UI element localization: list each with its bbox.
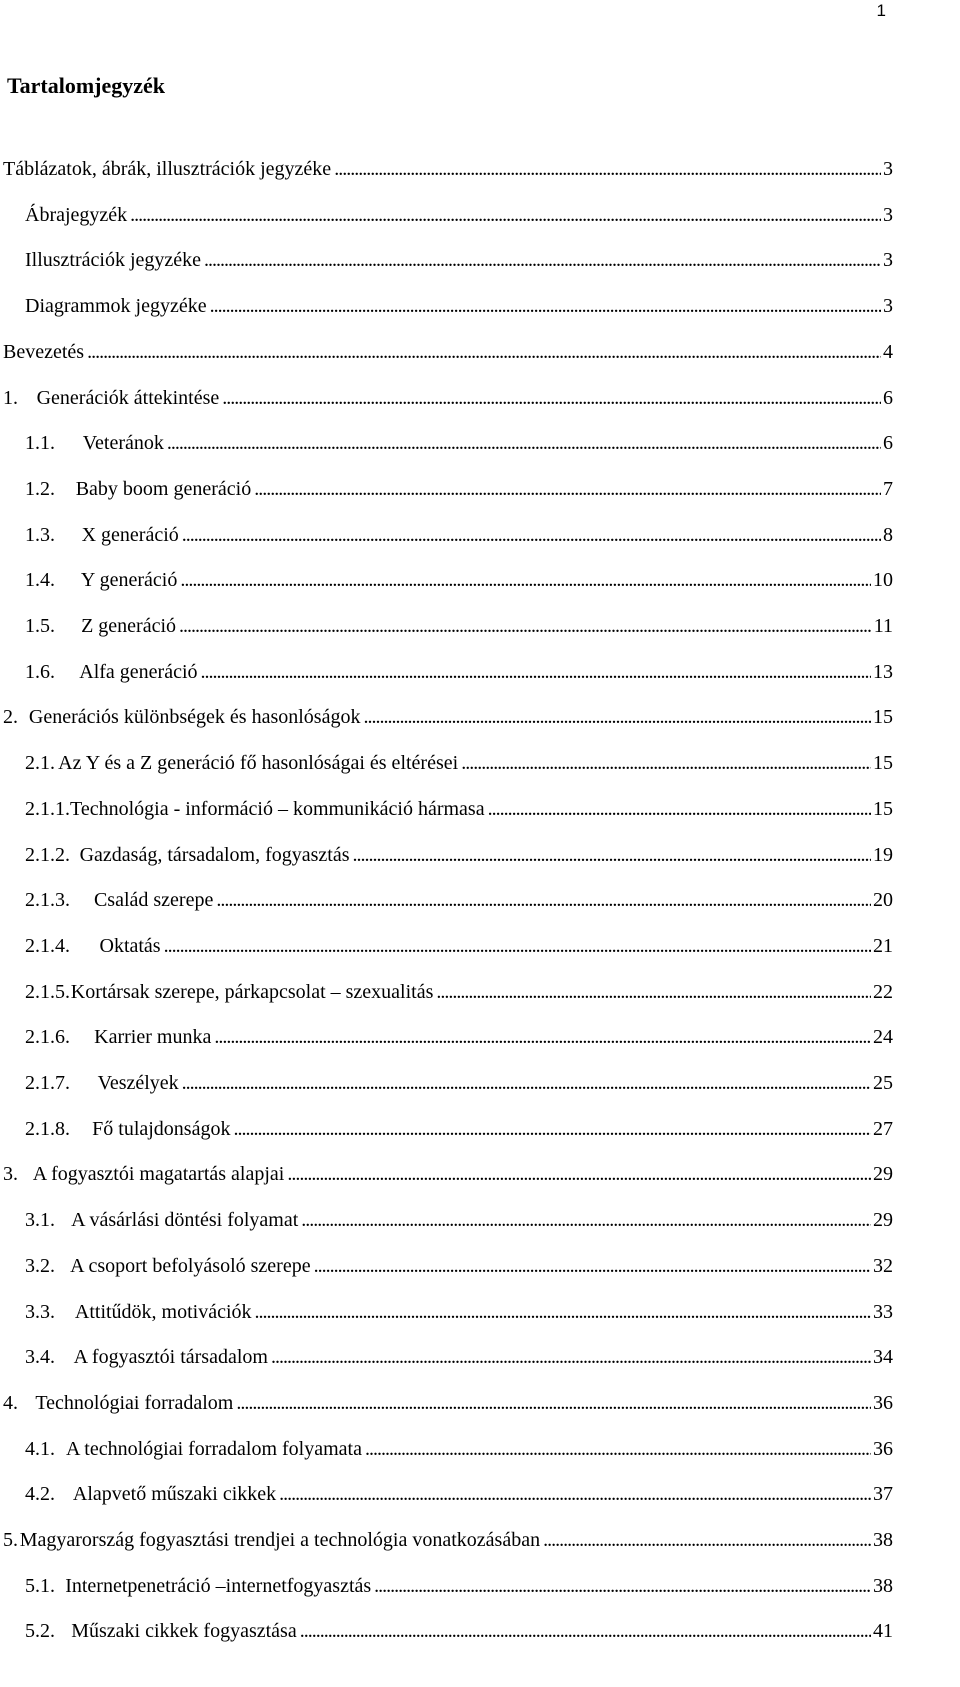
toc-entry-page: 15 [873, 706, 893, 729]
toc-dot-leader [363, 703, 871, 731]
toc-entry-page: 3 [883, 158, 893, 180]
toc-entry-page: 19 [873, 843, 893, 866]
toc-entry[interactable] [25, 1572, 893, 1600]
toc-entry-number: 1.5. [25, 615, 55, 637]
toc-dot-leader [271, 1343, 871, 1371]
toc-dot-leader [222, 384, 881, 412]
toc-entry-page: 34 [873, 1346, 893, 1369]
toc-entry[interactable] [3, 1160, 893, 1188]
toc-dot-leader [255, 1298, 871, 1326]
toc-entry-number: 1.4. [25, 569, 55, 592]
toc-entry-number: 2.1. [25, 752, 55, 775]
toc-entry-number: 2.1.2. [25, 843, 70, 866]
toc-dot-leader [236, 1389, 871, 1417]
toc-entry-label: Oktatás [99, 934, 161, 957]
toc-entry-number: 4.2. [25, 1483, 55, 1506]
toc-entry[interactable] [25, 932, 893, 960]
toc-dot-leader [164, 932, 871, 960]
toc-dot-leader [314, 1252, 871, 1280]
toc-entry-number: 2.1.1. [25, 797, 70, 820]
toc-entry-label: A technológiai forradalom folyamata [65, 1437, 362, 1460]
toc-dot-leader [374, 1572, 871, 1600]
toc-dot-leader [334, 155, 881, 183]
toc-entry-label: Veteránok [82, 432, 164, 455]
toc-entry-number: 1.1. [25, 432, 55, 455]
toc-entry[interactable] [3, 703, 893, 731]
toc-entry-page: 20 [873, 889, 893, 912]
toc-dot-leader [365, 1435, 871, 1463]
toc-entry-label: A vásárlási döntési folyamat [71, 1209, 299, 1232]
toc-entry-page: 36 [873, 1391, 893, 1414]
toc-entry[interactable] [25, 612, 893, 640]
toc-entry-page: 38 [873, 1574, 893, 1597]
toc-entry-label: Karrier munka [94, 1026, 212, 1049]
toc-dot-leader [287, 1160, 871, 1188]
toc-entry-page: 15 [873, 752, 893, 775]
toc-dot-leader [182, 1069, 871, 1097]
toc-entry-number: 1.6. [25, 660, 55, 683]
toc-entry-number: 1. [3, 386, 18, 409]
toc-entry-number: 4.1. [25, 1437, 55, 1460]
toc-entry-page: 4 [883, 340, 893, 363]
toc-entry[interactable] [3, 384, 893, 412]
toc-entry[interactable] [25, 566, 893, 594]
toc-entry-number: 2.1.7. [25, 1072, 70, 1094]
toc-entry-label: A fogyasztói magatartás alapjai [32, 1163, 285, 1186]
toc-dot-leader [488, 795, 871, 823]
toc-entry[interactable] [25, 1252, 893, 1280]
toc-entry-number: 3.1. [25, 1209, 55, 1232]
toc-entry[interactable] [25, 1617, 893, 1645]
toc-entry[interactable] [25, 1480, 893, 1508]
toc-entry-label: Kortársak szerepe, párkapcsolat – szexualitás [70, 980, 434, 1003]
toc-entry-label: Diagrammok jegyzéke [25, 295, 207, 318]
toc-entry-page: 32 [873, 1254, 893, 1277]
toc-entry-label: A fogyasztói társadalom [73, 1346, 268, 1369]
toc-entry-page: 24 [873, 1026, 893, 1049]
toc-entry[interactable] [25, 1298, 893, 1326]
toc-entry[interactable] [25, 246, 893, 274]
toc-entry-page: 22 [873, 980, 893, 1003]
toc-entry-label: Generációs különbségek és hasonlóságok [28, 706, 361, 729]
toc-entry-page: 8 [883, 523, 893, 546]
toc-dot-leader [353, 841, 871, 869]
toc-entry-number: 2.1.6. [25, 1026, 70, 1049]
toc-entry-label: Táblázatok, ábrák, illusztrációk jegyzéke [3, 158, 332, 180]
toc-dot-leader [130, 201, 881, 229]
toc-entry[interactable] [25, 978, 893, 1006]
toc-entry-number: 2.1.5. [25, 980, 70, 1003]
toc-entry-label: Műszaki cikkek fogyasztása [71, 1620, 297, 1643]
toc-entry-page: 3 [883, 295, 893, 318]
toc-entry-label: Veszélyek [97, 1072, 179, 1094]
toc-entry[interactable] [25, 292, 893, 320]
toc-dot-leader [182, 521, 881, 549]
toc-entry-page: 38 [873, 1529, 893, 1551]
toc-entry-label: Technológia - információ – kommunikáció hármasa [70, 797, 485, 820]
toc-entry[interactable] [25, 201, 893, 229]
toc-entry-label: Internetpenetráció –internetfogyasztás [65, 1574, 372, 1597]
page-title: Tartalomjegyzék [7, 73, 166, 98]
toc-entry-label: Y generáció [80, 569, 178, 592]
toc-entry[interactable] [25, 795, 893, 823]
toc-entry-page: 6 [883, 386, 893, 409]
toc-entry[interactable] [25, 1069, 893, 1097]
toc-entry-number: 3.2. [25, 1254, 55, 1277]
toc-entry-page: 36 [873, 1437, 893, 1460]
toc-dot-leader [214, 1023, 871, 1051]
toc-dot-leader [436, 978, 871, 1006]
toc-entry-page: 3 [883, 249, 893, 272]
toc-dot-leader [543, 1526, 871, 1554]
toc-dot-leader [279, 1480, 871, 1508]
toc-dot-leader [233, 1115, 871, 1143]
toc-dot-leader [201, 658, 871, 686]
toc-dot-leader [216, 886, 871, 914]
toc-dot-leader [179, 612, 872, 640]
toc-entry-page: 37 [873, 1483, 893, 1506]
toc-entry-label: Gazdaság, társadalom, fogyasztás [79, 843, 350, 866]
toc-dot-leader [87, 338, 881, 366]
toc-entry-page: 6 [883, 432, 893, 455]
toc-entry[interactable] [25, 1435, 893, 1463]
toc-entry-number: 5.2. [25, 1620, 55, 1643]
toc-entry[interactable] [25, 886, 893, 914]
toc-entry-label: Attitűdök, motivációk [74, 1300, 252, 1323]
toc-dot-leader [461, 749, 871, 777]
toc-entry-label: Z generáció [81, 615, 177, 637]
toc-entry[interactable] [3, 1389, 893, 1417]
toc-entry-label: Alapvető műszaki cikkek [72, 1483, 277, 1506]
toc-entry-number: 2.1.8. [25, 1117, 70, 1140]
toc-entry-page: 27 [873, 1117, 893, 1140]
toc-dot-leader [210, 292, 881, 320]
toc-entry-label: Alfa generáció [79, 660, 198, 683]
toc-entry-page: 13 [873, 660, 893, 683]
toc-entry[interactable] [25, 1023, 893, 1051]
toc-entry[interactable] [25, 429, 893, 457]
toc-entry-page: 25 [873, 1072, 893, 1094]
toc-entry-page: 21 [873, 934, 893, 957]
toc-entry[interactable] [25, 1206, 893, 1234]
toc-entry-label: X generáció [81, 523, 179, 546]
toc-entry[interactable] [25, 1343, 893, 1371]
toc-dot-leader [204, 246, 881, 274]
toc-entry-label: Baby boom generáció [75, 477, 252, 500]
toc-dot-leader [254, 475, 881, 503]
toc-entry-label: Ábrajegyzék [25, 203, 128, 226]
toc-dot-leader [301, 1206, 871, 1234]
toc-entry-page: 15 [873, 797, 893, 820]
toc-entry[interactable] [25, 1115, 893, 1143]
toc-entry-label: Család szerepe [93, 889, 214, 912]
toc-entry[interactable] [25, 475, 893, 503]
toc-entry-page: 41 [873, 1620, 893, 1643]
toc-entry-page: 11 [873, 615, 893, 637]
toc-entry-label: Technológiai forradalom [35, 1391, 234, 1414]
toc-entry-number: 3. [3, 1163, 18, 1186]
toc-entry[interactable] [25, 521, 893, 549]
page-number: 1 [876, 1, 886, 20]
toc-entry-page: 7 [883, 477, 893, 500]
toc-entry-number: 3.4. [25, 1346, 55, 1369]
toc-entry-page: 3 [883, 203, 893, 226]
toc-entry[interactable] [3, 155, 893, 183]
toc-entry-label: Magyarország fogyasztási trendjei a technológia vonatkozásában [19, 1529, 541, 1551]
toc-entry-page: 29 [873, 1209, 893, 1232]
toc-entry-label: Bevezetés [3, 340, 85, 363]
toc-entry-number: 1.2. [25, 477, 55, 500]
toc-entry-page: 33 [873, 1300, 893, 1323]
toc-entry[interactable] [25, 658, 893, 686]
toc-entry-number: 5.1. [25, 1574, 55, 1597]
toc-entry-number: 2. [3, 706, 18, 729]
toc-dot-leader [167, 429, 881, 457]
toc-entry-number: 4. [3, 1391, 18, 1414]
toc-entry-number: 2.1.4. [25, 934, 70, 957]
toc-dot-leader [180, 566, 871, 594]
toc-entry[interactable] [3, 1526, 893, 1554]
toc-entry-number: 1.3. [25, 523, 55, 546]
toc-entry-page: 29 [873, 1163, 893, 1186]
toc-entry[interactable] [25, 749, 893, 777]
toc-dot-leader [300, 1617, 871, 1645]
toc-entry-number: 5. [3, 1529, 18, 1551]
toc-entry-label: Az Y és a Z generáció fő hasonlóságai és eltérései [58, 752, 459, 775]
toc-entry-page: 10 [873, 569, 893, 592]
toc-entry-label: Illusztrációk jegyzéke [25, 249, 202, 272]
toc-entry[interactable] [3, 338, 893, 366]
toc-entry-label: Generációk áttekintése [36, 386, 220, 409]
toc-entry-label: A csoport befolyásoló szerepe [70, 1254, 311, 1277]
toc-entry-number: 2.1.3. [25, 889, 70, 912]
toc-entry[interactable] [25, 841, 893, 869]
toc-entry-label: Fő tulajdonságok [92, 1117, 231, 1140]
toc-entry-number: 3.3. [25, 1300, 55, 1323]
